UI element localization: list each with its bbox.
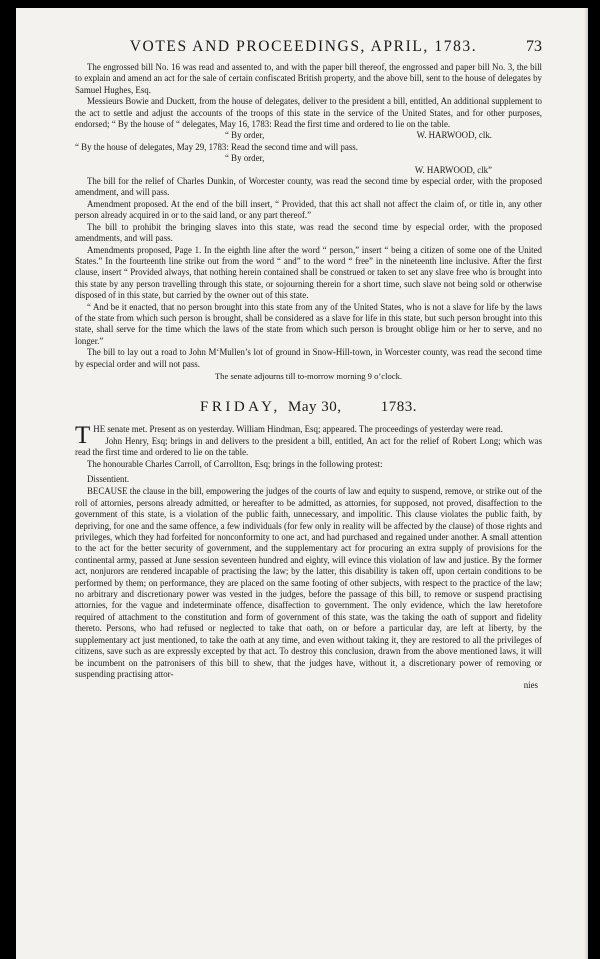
- page-number: 73: [526, 38, 542, 55]
- paragraph: “ By the house of delegates, May 29, 1783: Read the second time and will pass.: [75, 141, 358, 152]
- paragraph: The bill for the relief of Charles Dunkin, of Worcester county, was read the second time by especial order, with the proposed amendment, and will pass.: [75, 176, 542, 198]
- document-page: [16, 8, 588, 959]
- by-order-line: [75, 130, 542, 141]
- paragraph: John Henry, Esq; brings in and delivers to the president a bill, entitled, An act for the relief of Robert Long; which was read the first time and ordered to lie on the table.: [75, 435, 542, 458]
- paragraph: “ And be it enacted, that no person brought into this state from any of the United States, who is not a slave for life by the laws of the state from which such person is brought, shall be considered as a slave for life in this state, but such person brought into this state, shall serve for the time which the laws of the state from which such person is brought oblige him or her to serve, and no longer.”: [75, 301, 542, 346]
- adjournment-line: The senate adjourns till to-morrow morning 9 o’clock.: [214, 370, 403, 381]
- paragraph: Amendments proposed, Page 1. In the eighth line after the word “ person,” insert “ being a citizen of some one of the United States.” In the fourteenth line strike out from the word “ and” to the word “ free” in the nineteenth line inclusive. After the first clause, insert “ Provided always, that nothing herein contained shall be construed or taken to set any slave free who is brought into this state by any person travelling through this state, or sojourning therein for a short time, such slave not being sold or otherwise disposed of in this state, but carried by the owner out of this state.: [75, 244, 542, 301]
- paragraph: Messieurs Bowie and Duckett, from the house of delegates, deliver to the president a bill, entitled, An additional supplement to the act to settle and adjust the accounts of the troops of this state in the service of the United States, and for other purposes, endorsed; “ By the house of “ delegates, May 16, 1783: Read the first time and ordered to lie on the table.: [75, 96, 542, 130]
- page-edge-shadow: [584, 8, 588, 959]
- paragraph: The honourable Charles Carroll, of Carrollton, Esq; brings in the following protest:: [87, 458, 383, 469]
- header-title: VOTES AND PROCEEDINGS, APRIL, 1783.: [129, 38, 478, 55]
- day-heading: [75, 399, 542, 416]
- clerk-signature: W. HARWOOD, clk.: [416, 130, 492, 141]
- clerk-signature: W. HARWOOD, clk”: [414, 164, 492, 175]
- paragraph: The bill to prohibit the bringing slaves into this state, was read the second time by especial order, with the proposed amendments, and will pass.: [75, 221, 542, 244]
- paragraph: The engrossed bill No. 16 was read and assented to, and with the paper bill thereof, the engrossed and paper bill No. 3, the bill to explain and amend an act for the sale of certain confiscated British property, and the above bill, sent to the house of delegates by Samuel Hughes, Esq.: [75, 62, 542, 95]
- day-name: FRIDAY,: [199, 399, 281, 416]
- friday-section: [75, 424, 542, 691]
- running-header: [75, 38, 542, 56]
- paragraph: Amendment proposed. At the end of the bill insert, “ Provided, that this act shall not affect the claim of, or title in, any other person already acquired in or to the said land, or any part thereof.”: [75, 198, 542, 221]
- paragraph: The bill to lay out a road to John M‘Mullen’s lot of ground in Snow-Hill-town, in Worcester county, was read the second time by especial order and will not pass.: [75, 347, 542, 369]
- proceedings-section: [75, 62, 542, 382]
- day-date: May 30,: [288, 399, 342, 416]
- by-order-line: [75, 153, 542, 164]
- dissentient-heading: Dissentient.: [87, 474, 130, 484]
- protest-paragraph: BECAUSE the clause in the bill, empowering the judges of the courts of law and equity to suspend, remove, or strike out of the roll of attornies, persons already admitted, or hereafter to be admitted, as attornies, for supposed, not proved, disaffection to the government of this state, is a violation of the public faith, unnecessary, and impolitic. This clause violates the public faith, by depriving, for one and the same offence, a few individuals (for few only in reality will be affected by the clause) of those rights and privileges, which they had forfeited for nonconformity to one act, and had purchased and regained under another. A small attention to the act for the better security of government, and the supplementary act for procuring an extra supply of provisions for the continental army, passed at June session seventeen hundred and eighty, will evince this violation of law and justice. By the former act, nonjurors are rendered incapable of practising the law; by the latter, this disability is taken off, upon certain conditions to be performed by them; on performance, they are placed on the same footing of other subjects, with respect to the practice of the law; no arbitrary and discretionary power was vested in the judges, before the passage of this bill, to remove or suspend practising attornies, for the vague and indeterminate offence, disaffection to government. The only evidence, which the law heretofore required of attachment to the constitution and form of government of this state, was the taking the oath of support and fidelity thereto. Persons, who had refused or neglected to take that oath, on or before a particular day, are left at liberty, by the supplementary act just mentioned, to take the oath at any time, and even without taking it, they are restored to all the privileges of citizens, save such as are expressly excepted by that act. To destroy this conclusion, drawn from the above mentioned laws, it will be incumbent on the patronisers of this bill to shew, that the judges have, without it, a discretionary power of removing or suspending practising attor-: [75, 486, 542, 679]
- by-order-text: “ By order,: [225, 130, 265, 141]
- opening-text: HE senate met. Present as on yesterday. William Hindman, Esq; appeared. The proceedings of yesterday were read.: [93, 424, 503, 435]
- catchword: nies: [523, 680, 538, 691]
- by-order-text: “ By order,: [225, 153, 265, 164]
- day-year: 1783.: [380, 399, 418, 416]
- drop-cap: T: [75, 422, 91, 450]
